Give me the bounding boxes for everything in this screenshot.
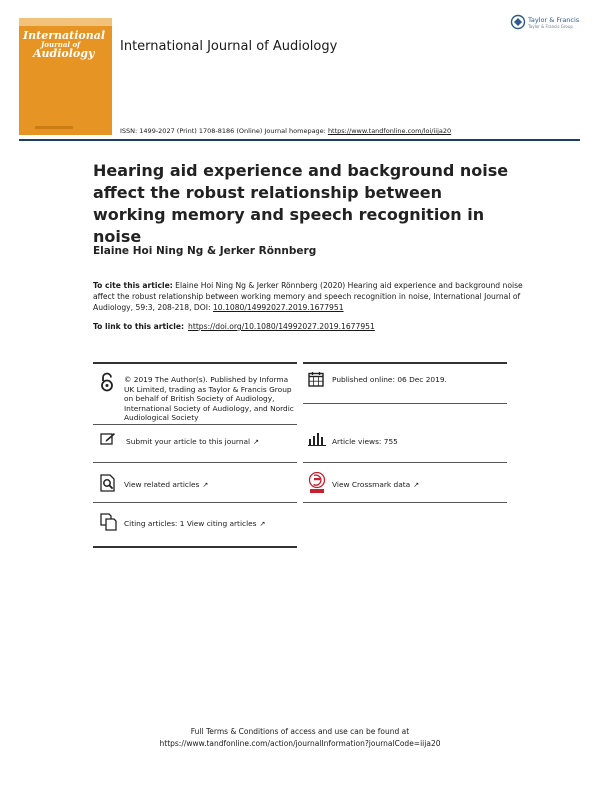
- footer-terms: Full Terms & Conditions of access and use can be found at: [190, 727, 410, 736]
- link-label: To link to this article:: [93, 322, 185, 331]
- journal-title[interactable]: International Journal of Audiology: [120, 39, 338, 54]
- cover-footer-bar: [35, 126, 73, 129]
- cover-top-bar: [19, 18, 112, 26]
- info-bottom-rule: [93, 546, 297, 548]
- cover-title: International Journal of Audiology: [23, 29, 106, 60]
- calendar-icon: [308, 371, 324, 387]
- license-text: © 2019 The Author(s). Published by Informa UK Limited, trading as Taylor & Francis Group on behalf of British Society of Audiology, International Society of Audiology, and Nordic Audiological Society: [124, 375, 294, 422]
- article-authors: Elaine Hoi Ning Ng & Jerker Rönnberg: [93, 245, 317, 257]
- article-title: Hearing aid experience and background noise affect the robust relationship between working memory and speech recognition in noise: [93, 161, 509, 246]
- external-link-icon: ↗: [413, 481, 420, 489]
- info-top-rule-right: [303, 362, 507, 364]
- citation-doi-link[interactable]: 10.1080/14992027.2019.1677951: [212, 303, 344, 313]
- info-rule-left-2: [93, 462, 297, 463]
- journal-homepage-link[interactable]: https://www.tandfonline.com/loi/iija20: [327, 127, 452, 135]
- citation-label: To cite this article:: [93, 281, 173, 290]
- crossmark-icon: [308, 472, 326, 494]
- article-views[interactable]: Article views: 755: [332, 437, 398, 446]
- external-link-icon: ↗: [253, 438, 259, 446]
- related-articles-link[interactable]: View related articles ↗: [124, 480, 209, 489]
- citing-articles-icon: [100, 513, 118, 531]
- publisher-name: Taylor & Francis: [528, 16, 580, 24]
- citation-block: [93, 280, 525, 314]
- external-link-icon: ↗: [202, 481, 209, 489]
- published-date: Published online: 06 Dec 2019.: [332, 375, 447, 384]
- related-articles-icon: [100, 474, 116, 492]
- publisher-logo[interactable]: [510, 14, 590, 36]
- citation-text: Elaine Hoi Ning Ng & Jerker Rönnberg (2020) Hearing aid experience and background noise affect the robust relationship between working memory and speech recognition in noise, International Journal of Audiology, 59:3, 208-218, DOI:: [93, 281, 523, 313]
- article-doi-link[interactable]: https://doi.org/10.1080/14992027.2019.1677951: [188, 322, 375, 331]
- journal-cover: [19, 18, 112, 135]
- submit-article-link[interactable]: Submit your article to this journal ↗: [126, 437, 259, 446]
- info-rule-right-1: [303, 403, 507, 404]
- edit-icon: [100, 432, 116, 446]
- info-top-rule-left: [93, 362, 297, 364]
- crossmark-link[interactable]: View Crossmark data ↗: [332, 480, 420, 489]
- info-rule-right-3: [303, 502, 507, 503]
- header-divider: [19, 139, 580, 141]
- issn-line: ISSN: 1499-2027 (Print) 1708-8186 (Online) Journal homepage: https://www.tandfonline.com/loi/iija20: [120, 127, 452, 135]
- publisher-subname: Taylor & Francis Group: [528, 24, 573, 29]
- open-access-icon: [100, 372, 114, 392]
- external-link-icon: ↗: [259, 520, 266, 528]
- info-rule-right-2: [303, 462, 507, 463]
- info-rule-left-3: [93, 502, 297, 503]
- taylor-francis-logo-icon: [510, 14, 526, 30]
- info-rule-left-1: [93, 424, 297, 425]
- footer-url[interactable]: https://www.tandfonline.com/action/journalInformation?journalCode=iija20: [159, 739, 441, 748]
- article-link-line: [93, 322, 375, 331]
- bar-chart-icon: [308, 432, 326, 446]
- citing-articles-link[interactable]: Citing articles: 1 View citing articles ↗: [124, 519, 266, 528]
